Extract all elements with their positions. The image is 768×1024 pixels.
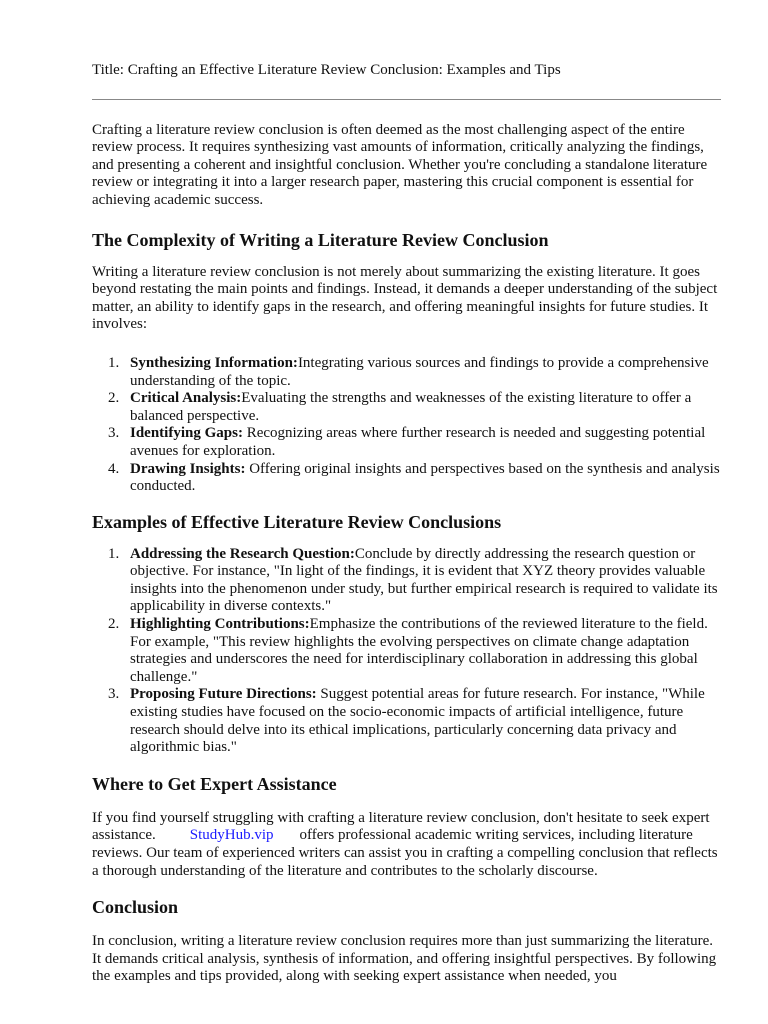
list-item xyxy=(92,355,722,390)
complexity-list xyxy=(92,355,722,496)
list-term: Proposing Future Directions: xyxy=(130,686,317,703)
document-title: Title: Crafting an Effective Literature Review Conclusion: Examples and Tips xyxy=(92,62,561,78)
assistance-paragraph xyxy=(92,810,722,880)
complexity-paragraph: Writing a literature review conclusion is not merely about summarizing the existing literature. It goes beyond restating the main points and findings. Instead, it demands a deeper understanding of the subject matter, an ability to identify gaps in the research, and offering meaningful insights for future studies. It involves: xyxy=(92,263,718,333)
intro-paragraph: Crafting a literature review conclusion is often deemed as the most challenging aspect of the entire review process. It requires synthesizing vast amounts of information, critically analyzing the findings, and presenting a coherent and insightful conclusion. Whether you're concluding a standalone literature review or integrating it into a larger research paper, mastering this crucial component is essential for achieving academic success. xyxy=(92,121,708,208)
studyhub-link[interactable]: StudyHub.vip xyxy=(189,827,274,844)
examples-list xyxy=(92,546,722,757)
list-term: Addressing the Research Question: xyxy=(130,545,355,562)
list-number: 4. xyxy=(108,460,120,477)
list-item xyxy=(92,686,722,756)
list-item xyxy=(92,425,722,460)
assistance-text-before: If you find yourself struggling with crafting a literature review conclusion, don't hesitate to seek expert assistance. xyxy=(92,809,710,844)
list-text: Evaluating the strengths and weaknesses of the existing literature to offer a balanced perspective. xyxy=(130,390,692,424)
assistance-heading: Where to Get Expert Assistance xyxy=(92,773,337,794)
list-number: 1. xyxy=(108,354,120,371)
list-item xyxy=(92,546,722,616)
conclusion-paragraph: In conclusion, writing a literature review conclusion requires more than just summarizing the literature. It demands critical analysis, synthesis of information, and offering insightful perspectives. By following the examples and tips provided, along with seeking expert assistance when needed, you xyxy=(92,933,717,985)
list-number: 2. xyxy=(108,390,120,407)
list-item xyxy=(92,616,722,686)
list-text: Integrating various sources and findings to provide a comprehensive understanding of the topic. xyxy=(130,354,709,389)
list-term: Synthesizing Information: xyxy=(130,354,298,371)
assistance-text-after: offers professional academic writing services, including literature reviews. Our team of experienced writers can assist you in crafting a compelling conclusion that reflects a thorough understanding of the literature and contributes to the scholarly discourse. xyxy=(92,827,718,879)
list-number: 1. xyxy=(108,545,120,562)
list-number: 3. xyxy=(108,425,120,442)
list-item xyxy=(92,390,722,425)
list-term: Identifying Gaps: xyxy=(130,425,243,442)
list-item xyxy=(92,461,722,496)
list-number: 2. xyxy=(108,616,120,633)
conclusion-heading: Conclusion xyxy=(92,897,179,918)
list-text: Offering original insights and perspectives based on the synthesis and analysis conducted. xyxy=(130,460,720,495)
list-text: Suggest potential areas for future research. For instance, "While existing studies have focused on the socio-economic impacts of artificial intelligence, future research should delve into its ethical implications, particularly concerning data privacy and algorithmic bias." xyxy=(130,686,705,756)
list-text: Emphasize the contributions of the reviewed literature to the field. For example, "This review highlights the evolving perspectives on climate change adaptation strategies and underscores the need for interdisciplinary collaboration in addressing this global challenge." xyxy=(130,616,708,685)
list-text: Conclude by directly addressing the research question or objective. For instance, "In light of the findings, it is evident that XYZ theory provides valuable insights into the phenomenon under study, but further empirical research is required to validate its applicability in diverse contexts." xyxy=(130,545,718,615)
examples-heading: Examples of Effective Literature Review Conclusions xyxy=(92,511,502,532)
complexity-heading: The Complexity of Writing a Literature Review Conclusion xyxy=(92,229,549,250)
list-number: 3. xyxy=(108,686,120,703)
list-term: Drawing Insights: xyxy=(130,460,246,477)
list-text: Recognizing areas where further research is needed and suggesting potential avenues for exploration. xyxy=(130,425,706,459)
list-term: Highlighting Contributions: xyxy=(130,616,310,633)
title-divider xyxy=(92,99,721,100)
list-term: Critical Analysis: xyxy=(130,390,242,407)
